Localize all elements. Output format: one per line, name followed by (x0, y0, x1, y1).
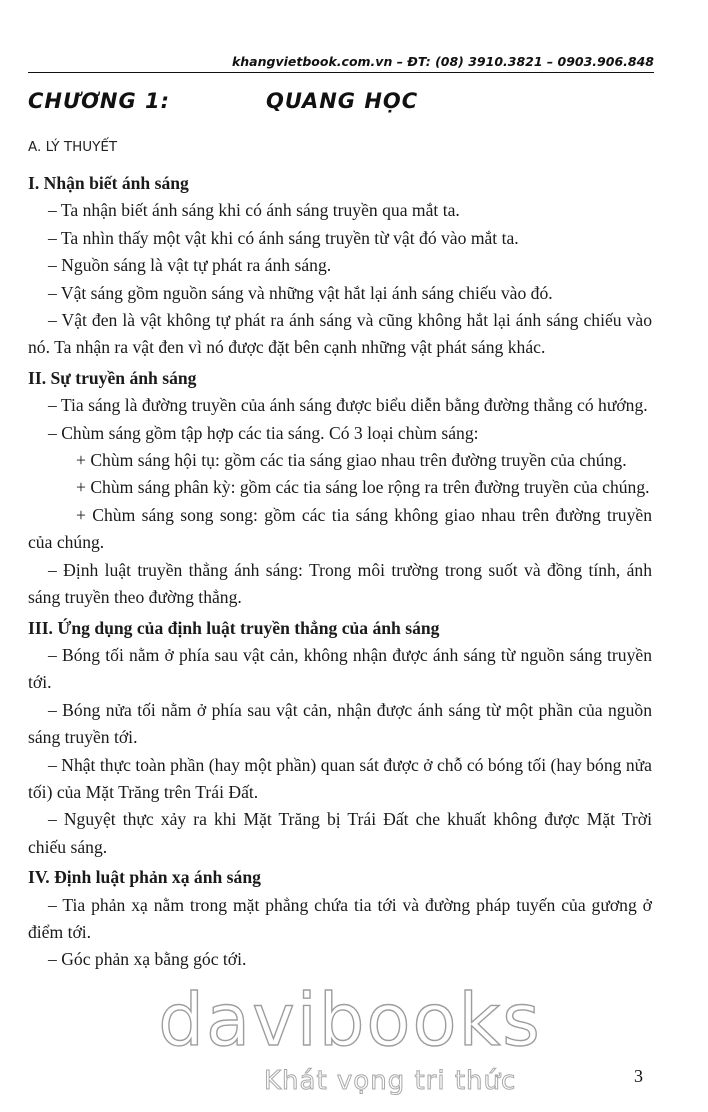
section-title: I. Nhận biết ánh sáng (28, 173, 189, 193)
page-body (28, 170, 652, 974)
paragraph: – Vật đen là vật không tự phát ra ánh sáng và cũng không hắt lại ánh sáng chiếu vào nó. Ta nhận ra vật đen vì nó được đặt bên cạnh những vật phát sáng khác. (28, 310, 652, 358)
paragraph: – Ta nhìn thấy một vật khi có ánh sáng truyền từ vật đó vào mắt ta. (48, 227, 519, 248)
watermark-brand: davibooks (158, 978, 542, 1062)
chapter-title: QUANG HỌC (266, 89, 419, 113)
section-subheading: A. LÝ THUYẾT (28, 139, 118, 155)
paragraph: – Chùm sáng gồm tập hợp các tia sáng. Có 3 loại chùm sáng: (48, 422, 479, 443)
section-title: II. Sự truyền ánh sáng (28, 367, 197, 388)
paragraph: – Vật sáng gồm nguồn sáng và những vật hắt lại ánh sáng chiếu vào đó. (48, 282, 553, 303)
page-number: 3 (634, 1066, 643, 1086)
chapter-label: CHƯƠNG 1: (28, 89, 171, 113)
header-rule (28, 72, 654, 73)
paragraph: – Bóng tối nằm ở phía sau vật cản, không nhận được ánh sáng từ nguồn sáng truyền tới. (28, 644, 652, 693)
watermark-logo (150, 978, 550, 1062)
paragraph: – Tia phản xạ nằm trong mặt phẳng chứa tia tới và đường pháp tuyến của gương ở điểm tới. (28, 894, 652, 942)
list-item: + Chùm sáng hội tụ: gồm các tia sáng giao nhau trên đường truyền của chúng. (76, 450, 627, 471)
section-title: IV. Định luật phản xạ ánh sáng (28, 867, 261, 888)
paragraph: – Nhật thực toàn phần (hay một phần) quan sát được ở chỗ có bóng tối (hay bóng nửa tối) của Mặt Trăng trên Trái Đất. (28, 754, 652, 802)
list-item: + Chùm sáng song song: gồm các tia sáng không giao nhau trên đường truyền của chúng. (28, 504, 652, 553)
watermark-tagline: Khát vọng tri thức (264, 1066, 517, 1096)
section-title: III. Ứng dụng của định luật truyền thẳng của ánh sáng (28, 617, 440, 638)
paragraph: – Bóng nửa tối nằm ở phía sau vật cản, nhận được ánh sáng từ một phần của nguồn sáng truyền tới. (28, 699, 652, 748)
paragraph: – Định luật truyền thẳng ánh sáng: Trong môi trường trong suốt và đồng tính, ánh sáng truyền theo đường thẳng. (28, 559, 652, 608)
page-header: khangvietbook.com.vn – ĐT: (08) 3910.3821 – 0903.906.848 (231, 54, 654, 69)
paragraph: – Tia sáng là đường truyền của ánh sáng được biểu diễn bằng đường thẳng có hướng. (48, 395, 648, 416)
paragraph: – Góc phản xạ bằng góc tới. (48, 949, 247, 970)
paragraph: – Nguồn sáng là vật tự phát ra ánh sáng. (48, 255, 332, 276)
paragraph: – Nguyệt thực xảy ra khi Mặt Trăng bị Trái Đất che khuất không được Mặt Trời chiếu sáng. (28, 809, 652, 857)
list-item: + Chùm sáng phân kỳ: gồm các tia sáng loe rộng ra trên đường truyền của chúng. (76, 477, 650, 498)
paragraph: – Ta nhận biết ánh sáng khi có ánh sáng truyền qua mắt ta. (48, 200, 460, 221)
